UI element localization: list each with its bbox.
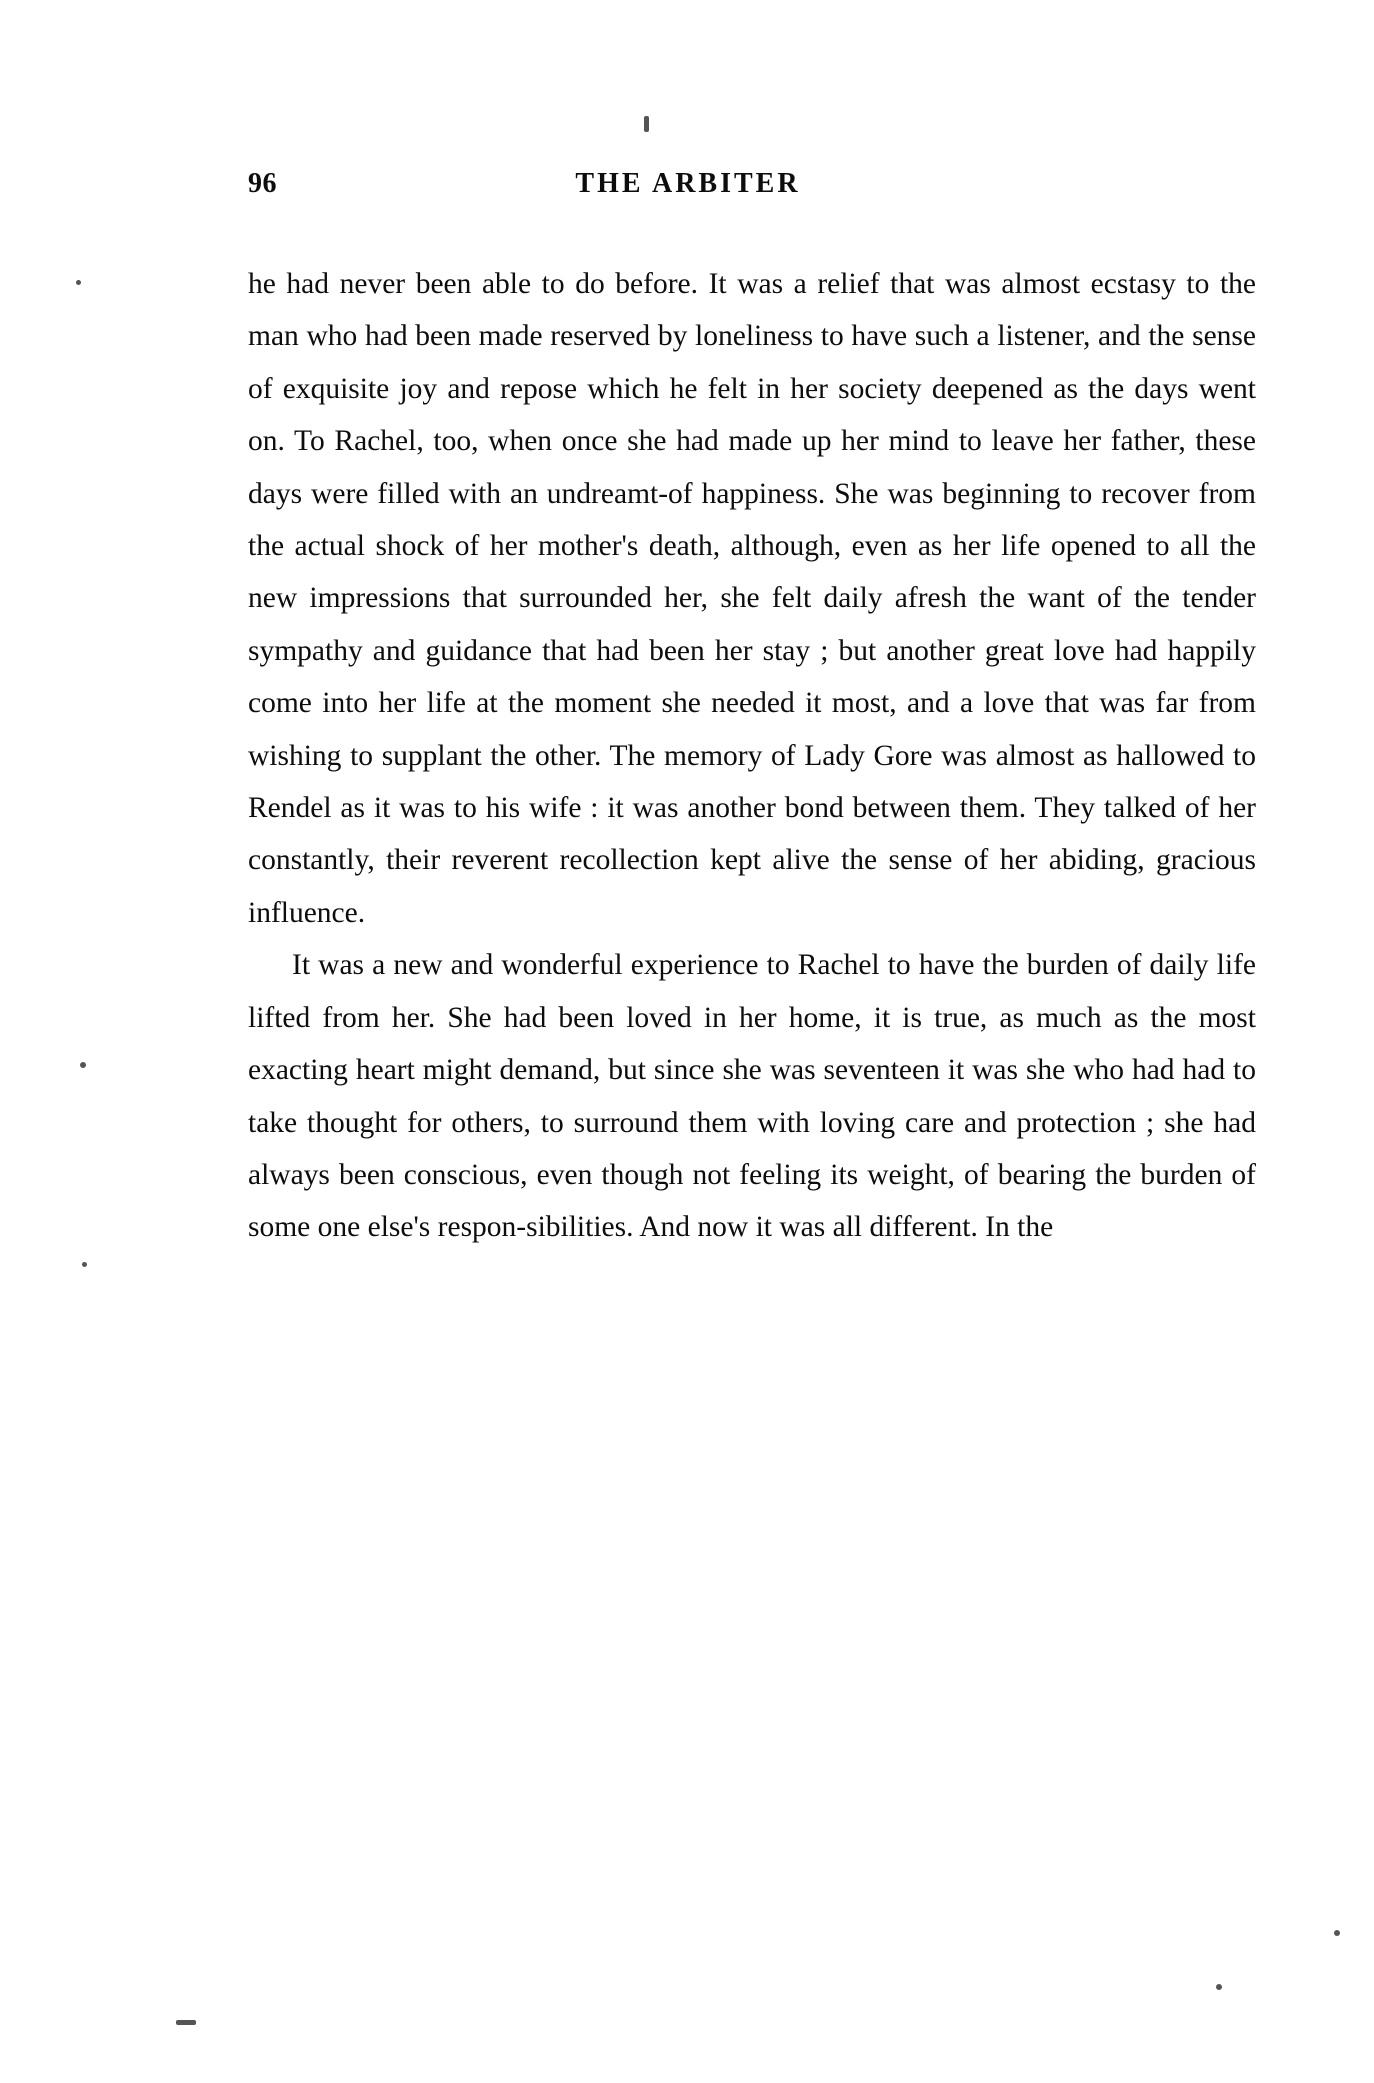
scan-speck <box>644 116 649 132</box>
scan-speck <box>176 2020 196 2025</box>
paragraph: he had never been able to do before. It was a relief that was almost ecstasy to the man who had been made reserved by loneliness to have such a listener, and the sense of exquisite joy and repose which he felt in her society deepened as the days went on. To Rachel, too, when once she had made up her mind to leave her father, these days were filled with an undreamt-of happiness. She was beginning to recover from the actual shock of her mother's death, although, even as her life opened to all the new impressions that surrounded her, she felt daily afresh the want of the tender sympathy and guidance that had been her stay ; but another great love had happily come into her life at the moment she needed it most, and a love that was far from wishing to supplant the other. The memory of Lady Gore was almost as hallowed to Rendel as it was to his wife : it was another bond between them. They talked of her constantly, their reverent recollection kept alive the sense of her abiding, gracious influence. <box>248 268 1256 929</box>
scan-speck <box>82 1262 87 1267</box>
page-body <box>248 258 1256 1254</box>
scan-speck <box>1216 1984 1222 1990</box>
scan-speck <box>1334 1930 1340 1936</box>
paragraph: It was a new and wonderful experience to Rachel to have the burden of daily life lifted from her. She had been loved in her home, it is true, as much as the most exacting heart might demand, but since she was seventeen it was she who had had to take thought for others, to surround them with loving care and protection ; she had always been conscious, even though not feeling its weight, of bearing the burden of some one else's respon-sibilities. And now it was all different. In the <box>248 949 1256 1244</box>
page-header <box>248 168 1128 208</box>
scan-speck <box>80 1062 86 1068</box>
page-number: 96 <box>248 168 277 199</box>
scan-speck <box>76 280 81 285</box>
running-head: THE ARBITER <box>575 168 801 199</box>
